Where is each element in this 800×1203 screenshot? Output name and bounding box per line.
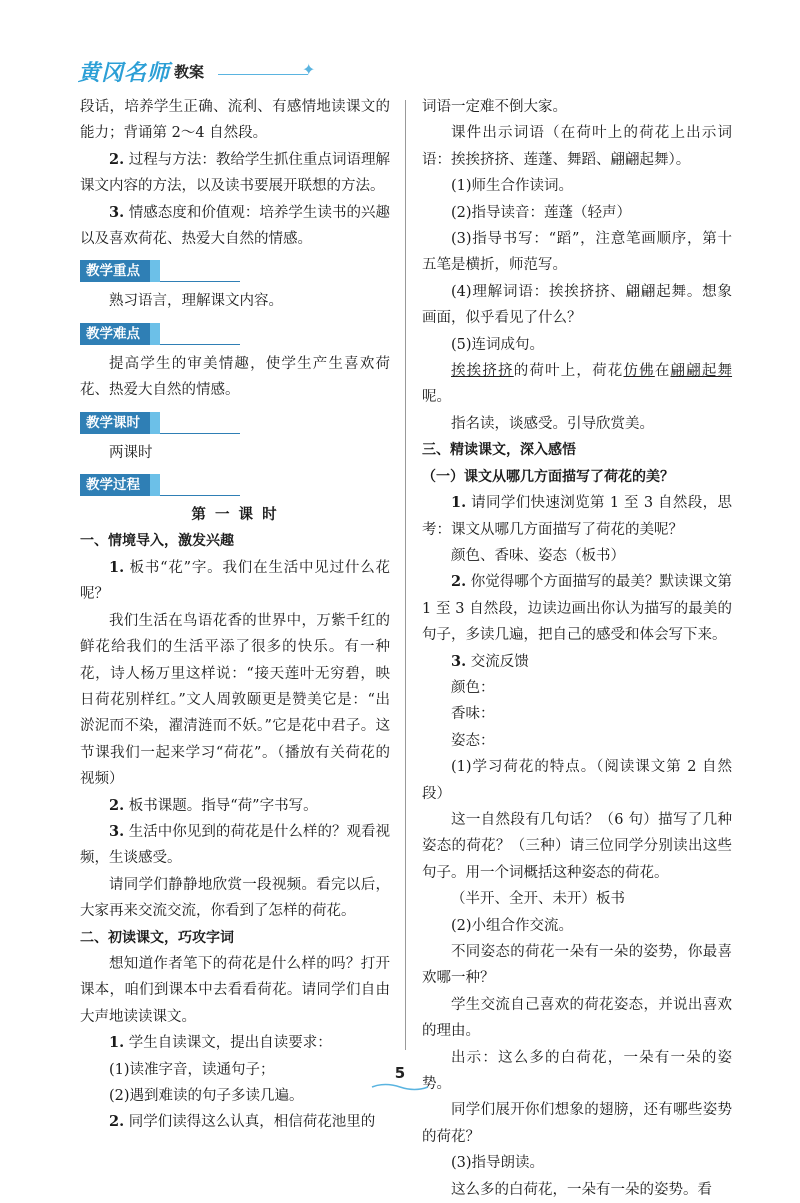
- feedback-pose: 姿态：: [451, 732, 495, 749]
- list-item: [422, 490, 732, 543]
- list-item: [422, 649, 732, 675]
- item-number: 2.: [109, 1113, 125, 1131]
- right-column: [422, 94, 732, 1203]
- example-sentence: [422, 358, 732, 411]
- sentence-text: 的荷叶上，荷花: [513, 363, 624, 380]
- paragraph: 颜色、香味、姿态（板书）: [451, 547, 625, 564]
- objective-3: [80, 200, 390, 253]
- label-key-points: 教学重点: [80, 260, 160, 282]
- sub-item: (5)连词成句。: [451, 336, 545, 353]
- paragraph: 请同学们静静地欣赏一段视频。看完以后，大家再来交流交流，你看到了怎样的荷花。: [80, 876, 390, 920]
- list-item: [80, 819, 390, 872]
- list-item: [80, 1109, 390, 1135]
- sub-item: (2)指导读音：莲蓬（轻声）: [451, 204, 632, 221]
- section-label-row: [80, 404, 390, 440]
- section-heading: 一、情境导入，激发兴趣: [80, 533, 234, 550]
- sub-item: (4)理解词语：挨挨挤挤、翩翩起舞。想象画面，似乎看见了什么？: [422, 283, 732, 327]
- item-number: 2.: [109, 150, 125, 168]
- sub-item: (3)指导朗读。: [451, 1155, 545, 1172]
- key-points-text: 熟习语言，理解课文内容。: [109, 293, 283, 310]
- list-item: [80, 555, 390, 608]
- page-number: 5: [394, 1064, 406, 1082]
- list-item: [422, 569, 732, 648]
- paragraph: 学生交流自己喜欢的荷花姿态，并说出喜欢的理由。: [422, 996, 732, 1040]
- item-text: 请同学们快速浏览第 1 至 3 自然段，思考：课文从哪几方面描写了荷花的美呢？: [422, 495, 732, 538]
- difficulties-text: 提高学生的审美情趣，使学生产生喜欢荷花、热爱大自然的情感。: [80, 355, 390, 399]
- item-number: 1.: [451, 494, 467, 512]
- item-text: 情感态度和价值观：培养学生读书的兴趣以及喜欢荷花、热爱大自然的情感。: [80, 204, 390, 248]
- item-number: 3.: [109, 203, 125, 221]
- sub-item: (3)指导书写：“蹈”，注意笔画顺序，第十五笔是横折，师范写。: [422, 231, 732, 274]
- subsection-heading: （一）课文从哪几方面描写了荷花的美？: [422, 468, 674, 485]
- feedback-color: 颜色：: [451, 679, 495, 696]
- paragraph: （半开、全开、未开）板书: [451, 891, 625, 908]
- column-divider: [405, 100, 406, 1050]
- section-heading: 二、初读课文，巧攻字词: [80, 929, 234, 946]
- list-item: [80, 1030, 390, 1056]
- item-text: 交流反馈: [466, 653, 529, 670]
- underlined-word: 翩翩起舞: [670, 363, 733, 380]
- paragraph: 同学们展开你们想象的翅膀，还有哪些姿势的荷花？: [422, 1102, 732, 1145]
- section-label-row: [80, 315, 390, 351]
- item-text: 过程与方法：教给学生抓住重点词语理解课文内容的方法，以及读书要展开联想的方法。: [80, 151, 390, 195]
- item-number: 2.: [109, 796, 125, 814]
- item-number: 1.: [109, 1034, 125, 1052]
- sub-item: (2)遇到难读的句子多读几遍。: [109, 1088, 304, 1104]
- item-text: 板书课题。指导“荷”字书写。: [124, 797, 318, 814]
- label-difficulties: 教学难点: [80, 323, 160, 345]
- paragraph: 我们生活在鸟语花香的世界中，万紫千红的鲜花给我们的生活平添了很多的快乐。有一种花，诗人杨万里这样说：“接天莲叶无穷碧，映日荷花别样红。”文人周敦颐更是赞美它是：“出淤泥而不染，濯清涟而不妖。”它是花中君子。这节课我们一起来学习“荷花”。（播放有关荷花的视频）: [80, 612, 390, 788]
- paragraph: 课件出示词语（在荷叶上的荷花上出示词语：挨挨挤挤、莲蓬、舞蹈、翩翩起舞）。: [422, 125, 732, 168]
- item-number: 3.: [109, 822, 125, 840]
- paragraph: 段话，培养学生正确、流利、有感情地读课文的能力；背诵第 2～4 自然段。: [80, 99, 390, 142]
- section-label-row: [80, 466, 390, 502]
- paragraph: 词语一定难不倒大家。: [422, 99, 567, 115]
- sparkle-icon: ✦: [302, 60, 316, 79]
- feedback-smell: 香味：: [451, 706, 495, 723]
- item-text: 你觉得哪个方面描写的最美？默读课文第 1 至 3 自然段，边读边画出你认为描写的最美的句子，多读几遍，把自己的感受和体会写下来。: [422, 574, 732, 644]
- item-text: 学生自读课文，提出自读要求：: [124, 1035, 332, 1052]
- item-number: 1.: [109, 558, 125, 576]
- header-rule: [218, 74, 308, 75]
- page-header: [78, 56, 338, 86]
- paragraph: 不同姿态的荷花一朵有一朵的姿势，你最喜欢哪一种？: [422, 944, 732, 987]
- section-label-row: [80, 252, 390, 288]
- label-process: 教学过程: [80, 474, 160, 496]
- list-item: [80, 793, 390, 819]
- underlined-word: 挨挨挤挤: [451, 363, 514, 380]
- sentence-text: 在: [654, 363, 671, 380]
- item-number: 2.: [451, 573, 467, 591]
- sentence-text: 呢。: [422, 389, 451, 406]
- page-number-wave-icon: [370, 1082, 430, 1092]
- sub-item: (1)学习荷花的特点。（阅读课文第 2 自然段）: [422, 759, 732, 802]
- label-hours: 教学课时: [80, 412, 160, 434]
- hours-text: 两课时: [109, 444, 153, 461]
- left-column: [80, 94, 390, 1136]
- sub-item: (1)读准字音，读通句子；: [109, 1061, 275, 1078]
- paragraph: 出示：这么多的白荷花，一朵有一朵的姿势。: [422, 1049, 732, 1093]
- paragraph: 这么多的白荷花，一朵有一朵的姿势。看: [451, 1181, 712, 1198]
- sub-item: (1)师生合作读词。: [451, 178, 574, 195]
- objective-2: [80, 147, 390, 200]
- paragraph: 想知道作者笔下的荷花是什么样的吗？打开课本，咱们到课本中去看看荷花。请同学们自由大声地读读课文。: [80, 955, 390, 1025]
- paragraph: 这一自然段有几句话？（6 句）描写了几种姿态的荷花？（三种）请三位同学分别读出这些句子。用一个词概括这种姿态的荷花。: [422, 811, 732, 881]
- header-subtitle: 教案: [174, 63, 205, 81]
- underlined-word: 仿佛: [623, 363, 655, 380]
- lesson-title: 第 一 课 时: [191, 506, 279, 524]
- item-text: 生活中你见到的荷花是什么样的？观看视频，生谈感受。: [80, 823, 390, 867]
- sub-item: (2)小组合作交流。: [451, 917, 574, 934]
- paragraph: 指名读，谈感受。引导欣赏美。: [451, 415, 654, 432]
- brand-logo: 黄冈名师: [78, 61, 171, 86]
- item-text: 同学们读得这么认真，相信荷花池里的: [124, 1114, 376, 1131]
- section-heading: 三、精读课文，深入感悟: [422, 442, 576, 459]
- item-text: 板书“花”字。我们在生活中见过什么花呢？: [80, 559, 390, 603]
- item-number: 3.: [451, 652, 467, 670]
